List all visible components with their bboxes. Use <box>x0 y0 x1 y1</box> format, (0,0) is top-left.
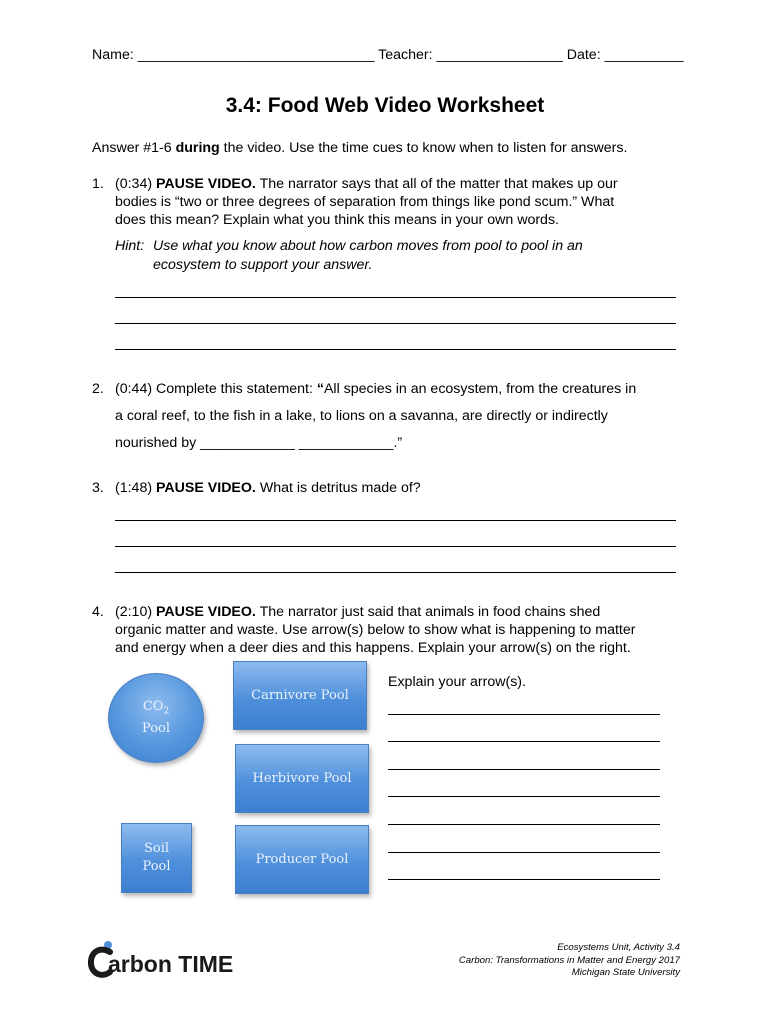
q1-number: 1. <box>92 176 104 192</box>
teacher-field[interactable]: ________________ <box>436 47 563 63</box>
q4-number: 4. <box>92 604 104 620</box>
carnivore-pool[interactable]: Carnivore Pool <box>233 661 367 730</box>
q1-answer-line[interactable] <box>115 349 676 350</box>
q3-number: 3. <box>92 480 104 496</box>
q2-prompt-line3[interactable]: nourished by ____________ ____________.” <box>115 435 403 451</box>
q1-answer-line[interactable] <box>115 297 676 298</box>
footer: Ecosystems Unit, Activity 3.4 Carbon: Transformations in Matter and Energy 2017 Michigan State University <box>458 942 680 978</box>
q2-prompt-line2: a coral reef, to the fish in a lake, to lions on a savanna, are directly or indirectly <box>115 408 608 424</box>
explain-answer-line[interactable] <box>388 796 660 797</box>
q3-answer-line[interactable] <box>115 520 676 521</box>
herbivore-pool[interactable]: Herbivore Pool <box>235 744 369 813</box>
explain-label: Explain your arrow(s). <box>388 674 526 690</box>
date-field[interactable]: __________ <box>604 47 684 63</box>
teacher-label: Teacher: <box>378 47 433 63</box>
q1-prompt-line2: bodies is “two or three degrees of separation from things like pond scum.” What <box>115 194 615 210</box>
q1-hint-label: Hint: <box>115 238 145 254</box>
instructions: Answer #1-6 during the video. Use the time cues to know when to listen for answers. <box>92 140 628 156</box>
q1-prompt-line3: does this mean? Explain what you think this means in your own words. <box>115 212 559 228</box>
page-title: 3.4: Food Web Video Worksheet <box>225 94 545 117</box>
q3-answer-line[interactable] <box>115 546 676 547</box>
q3-answer-line[interactable] <box>115 572 676 573</box>
q4-prompt-line3: and energy when a deer dies and this happens. Explain your arrow(s) on the right. <box>115 640 631 656</box>
q4-prompt-line1: (2:10) PAUSE VIDEO. The narrator just said that animals in food chains shed <box>115 604 601 620</box>
producer-pool[interactable]: Producer Pool <box>235 825 369 894</box>
q2-prompt-line1: (0:44) Complete this statement: “All species in an ecosystem, from the creatures in <box>115 381 637 397</box>
co2-pool[interactable]: $CO_2$ Pool <box>108 673 204 763</box>
q2-number: 2. <box>92 381 104 397</box>
header-fields <box>92 46 684 64</box>
date-label: Date: <box>566 47 601 63</box>
q3-prompt: (1:48) PAUSE VIDEO. What is detritus made of? <box>115 480 421 496</box>
q4-prompt-line2: organic matter and waste. Use arrow(s) below to show what is happening to matter <box>115 622 636 638</box>
q1-prompt-line1: (0:34) PAUSE VIDEO. The narrator says that all of the matter that makes up our <box>115 176 618 192</box>
explain-answer-line[interactable] <box>388 769 660 770</box>
explain-answer-line[interactable] <box>388 852 660 853</box>
q1-hint-line2: ecosystem to support your answer. <box>153 257 373 273</box>
q1-answer-line[interactable] <box>115 323 676 324</box>
soil-pool[interactable]: Soil Pool <box>121 823 192 893</box>
name-label: Name: <box>92 47 134 63</box>
name-field[interactable]: ______________________________ <box>137 47 375 63</box>
q1-hint-line1: Use what you know about how carbon moves from pool to pool in an <box>153 238 583 254</box>
explain-answer-line[interactable] <box>388 714 660 715</box>
explain-answer-line[interactable] <box>388 824 660 825</box>
explain-answer-line[interactable] <box>388 879 660 880</box>
logo-text: arbon TIME <box>108 951 234 977</box>
explain-answer-line[interactable] <box>388 741 660 742</box>
